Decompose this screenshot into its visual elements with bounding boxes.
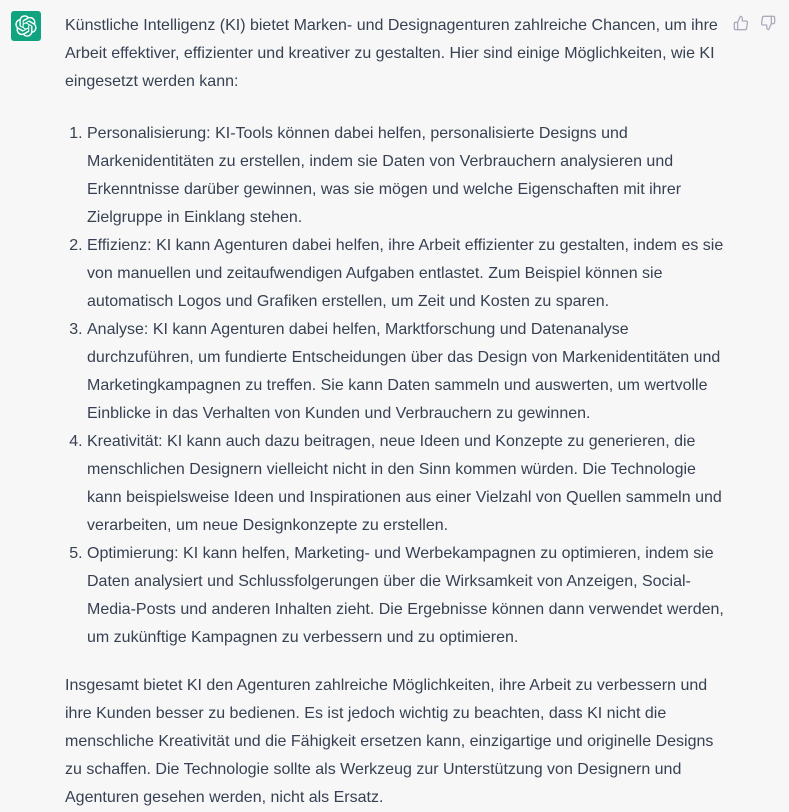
list-item: 4. Kreativität: KI kann auch dazu beitragen, neue Ideen und Konzepte zu generieren, die menschlichen Designern vielleicht nicht in den Sinn kommen würden. Die Technologie kann beispielsweise Ideen und Inspirationen aus einer Vielzahl von Quellen sammeln und verarbeiten, um neue Designkonzepte zu erstellen. <box>87 428 733 540</box>
list-item: 5. Optimierung: KI kann helfen, Marketing- und Werbekampagnen zu optimieren, indem sie Daten analysiert und Schlussfolgerungen über die Wirksamkeit von Anzeigen, Social-Media-Posts und anderen Inhalten zieht. Die Ergebnisse können dann verwendet werden, um zukünftige Kampagnen zu verbessern und zu optimieren. <box>87 540 733 652</box>
thumbs-up-button[interactable] <box>732 14 749 31</box>
message-outro: Insgesamt bietet KI den Agenturen zahlreiche Möglichkeiten, ihre Arbeit zu verbessern und ihre Kunden besser zu bedienen. Es ist jedoch wichtig zu beachten, dass KI nicht die menschliche Kreativität und die Fähigkeit ersetzen kann, einzigartige und originelle Designs zu schaffen. Die Technologie sollte als Werkzeug zur Unterstützung von Designern und Agenturen gesehen werden, nicht als Ersatz. <box>65 677 714 806</box>
thumbs-down-button[interactable] <box>759 14 776 31</box>
benefits-list <box>65 120 733 652</box>
message-content <box>65 12 733 812</box>
message-intro: Künstliche Intelligenz (KI) bietet Marken- und Designagenturen zahlreiche Chancen, um ihre Arbeit effektiver, effizienter und kreativer zu gestalten. Hier sind einige Möglichkeiten, wie KI eingesetzt werden kann: <box>65 17 718 90</box>
openai-logo-icon <box>11 11 41 41</box>
list-item: 3. Analyse: KI kann Agenturen dabei helfen, Marktforschung und Datenanalyse durchzuführen, um fundierte Entscheidungen über das Design von Markenidentitäten und Marketingkampagnen zu treffen. Sie kann Daten sammeln und auswerten, um wertvolle Einblicke in das Verhalten von Kunden und Verbrauchern zu gewinnen. <box>87 316 733 428</box>
message-actions <box>732 14 776 31</box>
list-item: 2. Effizienz: KI kann Agenturen dabei helfen, ihre Arbeit effizienter zu gestalten, indem es sie von manuellen und zeitaufwendigen Aufgaben entlastet. Zum Beispiel können sie automatisch Logos und Grafiken erstellen, um Zeit und Kosten zu sparen. <box>87 232 733 316</box>
thumbs-up-icon <box>733 15 749 31</box>
list-item: 1. Personalisierung: KI-Tools können dabei helfen, personalisierte Designs und Markenidentitäten zu erstellen, indem sie Daten von Verbrauchern analysieren und Erkenntnisse darüber gewinnen, was sie mögen und welche Eigenschaften mit ihrer Zielgruppe in Einklang stehen. <box>87 120 733 232</box>
thumbs-down-icon <box>760 15 776 31</box>
